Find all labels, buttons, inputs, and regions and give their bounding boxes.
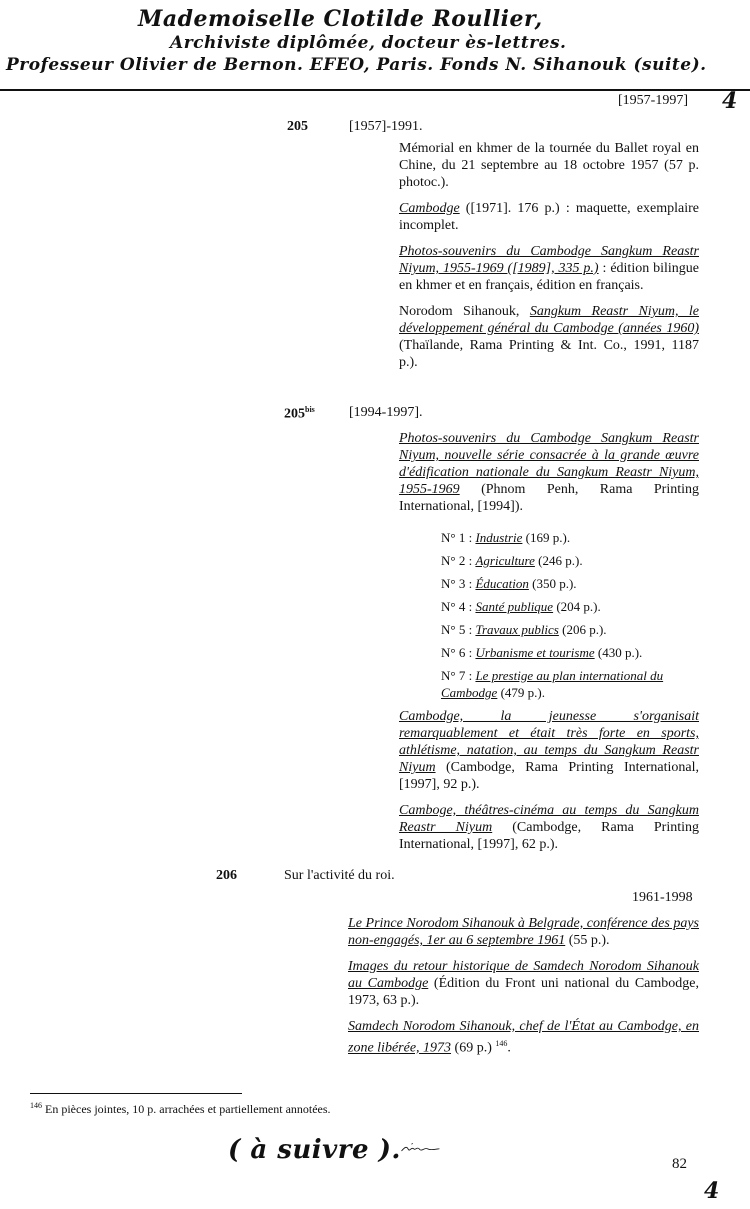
footnote-rule bbox=[30, 1093, 242, 1094]
entry-206-heading: Sur l'activité du roi. bbox=[284, 868, 395, 883]
header-line-3: Professeur Olivier de Bernon. EFEO, Paris. Fonds N. Sihanouk (suite). bbox=[6, 55, 707, 75]
footnote-ref: 146 bbox=[495, 1039, 508, 1048]
entry-205bis-items bbox=[399, 708, 699, 862]
entry-206-items bbox=[348, 915, 699, 1066]
handwritten-scrawl bbox=[400, 1128, 510, 1168]
entry-205-number: 205 bbox=[287, 119, 308, 134]
volume-item: N° 6 : Urbanisme et tourisme (430 p.). bbox=[441, 645, 643, 660]
entry-205bis-date: [1994-1997]. bbox=[349, 405, 423, 420]
entry-206-item: Samdech Norodom Sihanouk, chef de l'État au Cambodge, en zone libérée, 1973 (69 p.) $^{146}$. bbox=[348, 1019, 699, 1056]
volume-item: N° 2 : Agriculture (246 p.). bbox=[441, 553, 583, 568]
volume-item: N° 4 : Santé publique (204 p.). bbox=[441, 599, 601, 614]
entry-205bis-intro: Photos-souvenirs du Cambodge Sangkum Reastr Niyum, nouvelle série consacrée à la grande œuvre d'édification nationale du Sangkum Reastr Niyum, 1955-1969 (Phnom Penh, Rama Printing International, [1994]). bbox=[399, 431, 699, 514]
folio-mark: 4 bbox=[722, 88, 738, 114]
footnote: $^{146}$ En pièces jointes, 10 p. arrachées et partiellement annotées. bbox=[30, 1101, 331, 1116]
entry-205bis-item: Camboge, théâtres-cinéma au temps du Sangkum Reastr Niyum (Cambodge, Rama Printing International, [1997], 62 p.). bbox=[399, 803, 699, 852]
volume-item: N° 7 : Le prestige au plan international du Cambodge (479 p.). bbox=[441, 668, 664, 700]
entry-205-item: Mémorial en khmer de la tournée du Ballet royal en Chine, du 21 septembre au 18 octobre 1957 (57 p. photoc.). bbox=[399, 141, 699, 190]
volume-item: N° 5 : Travaux publics (206 p.). bbox=[441, 622, 607, 637]
entry-205-items bbox=[399, 140, 699, 380]
volume-item: N° 3 : Éducation (350 p.). bbox=[441, 576, 577, 591]
entry-205-item: Photos-souvenirs du Cambodge Sangkum Reastr Niyum, 1955-1969 ([1989], 335 p.) : édition bilingue en khmer et en français, édition en français. bbox=[399, 244, 700, 293]
entry-205bis-volumes bbox=[441, 529, 699, 707]
entry-205-date: [1957]-1991. bbox=[349, 119, 423, 134]
volume-item: N° 1 : Industrie (169 p.). bbox=[441, 530, 571, 545]
entry-206-item: Images du retour historique de Samdech Norodom Sihanouk au Cambodge (Édition du Front uni national du Cambodge, 1973, 63 p.). bbox=[348, 959, 699, 1008]
page-number: 82 bbox=[672, 1156, 687, 1172]
bottom-mark: 4 bbox=[704, 1178, 720, 1204]
entry-206-date: 1961-1998 bbox=[632, 890, 693, 905]
to-be-continued: ( à suivre ). bbox=[228, 1135, 401, 1165]
header-rule bbox=[0, 89, 750, 91]
page-range: [1957-1997] bbox=[618, 93, 688, 108]
entry-205bis-item: Cambodge, la jeunesse s'organisait remarquablement et était très forte en sports, athlétisme, natation, au temps du Sangkum Reastr Niyum (Cambodge, Rama Printing International, [1997], 92 p.). bbox=[399, 709, 699, 792]
entry-206-item: Le Prince Norodom Sihanouk à Belgrade, conférence des pays non-engagés, 1er au 6 septembre 1961 (55 p.). bbox=[348, 916, 699, 948]
header-line-1: Mademoiselle Clotilde Roullier, bbox=[138, 6, 543, 32]
entry-205-item: Norodom Sihanouk, Sangkum Reastr Niyum, le développement général du Cambodge (années 1960) (Thaïlande, Rama Printing & Int. Co., 1991, 1187 p.). bbox=[399, 304, 700, 370]
entry-205bis-number: $205^{bis}$ bbox=[284, 405, 315, 422]
entry-206-number: 206 bbox=[216, 868, 237, 883]
header-line-2: Archiviste diplômée, docteur ès-lettres. bbox=[170, 33, 567, 53]
entry-205-item: Cambodge ([1971]. 176 p.) : maquette, exemplaire incomplet. bbox=[399, 201, 699, 233]
